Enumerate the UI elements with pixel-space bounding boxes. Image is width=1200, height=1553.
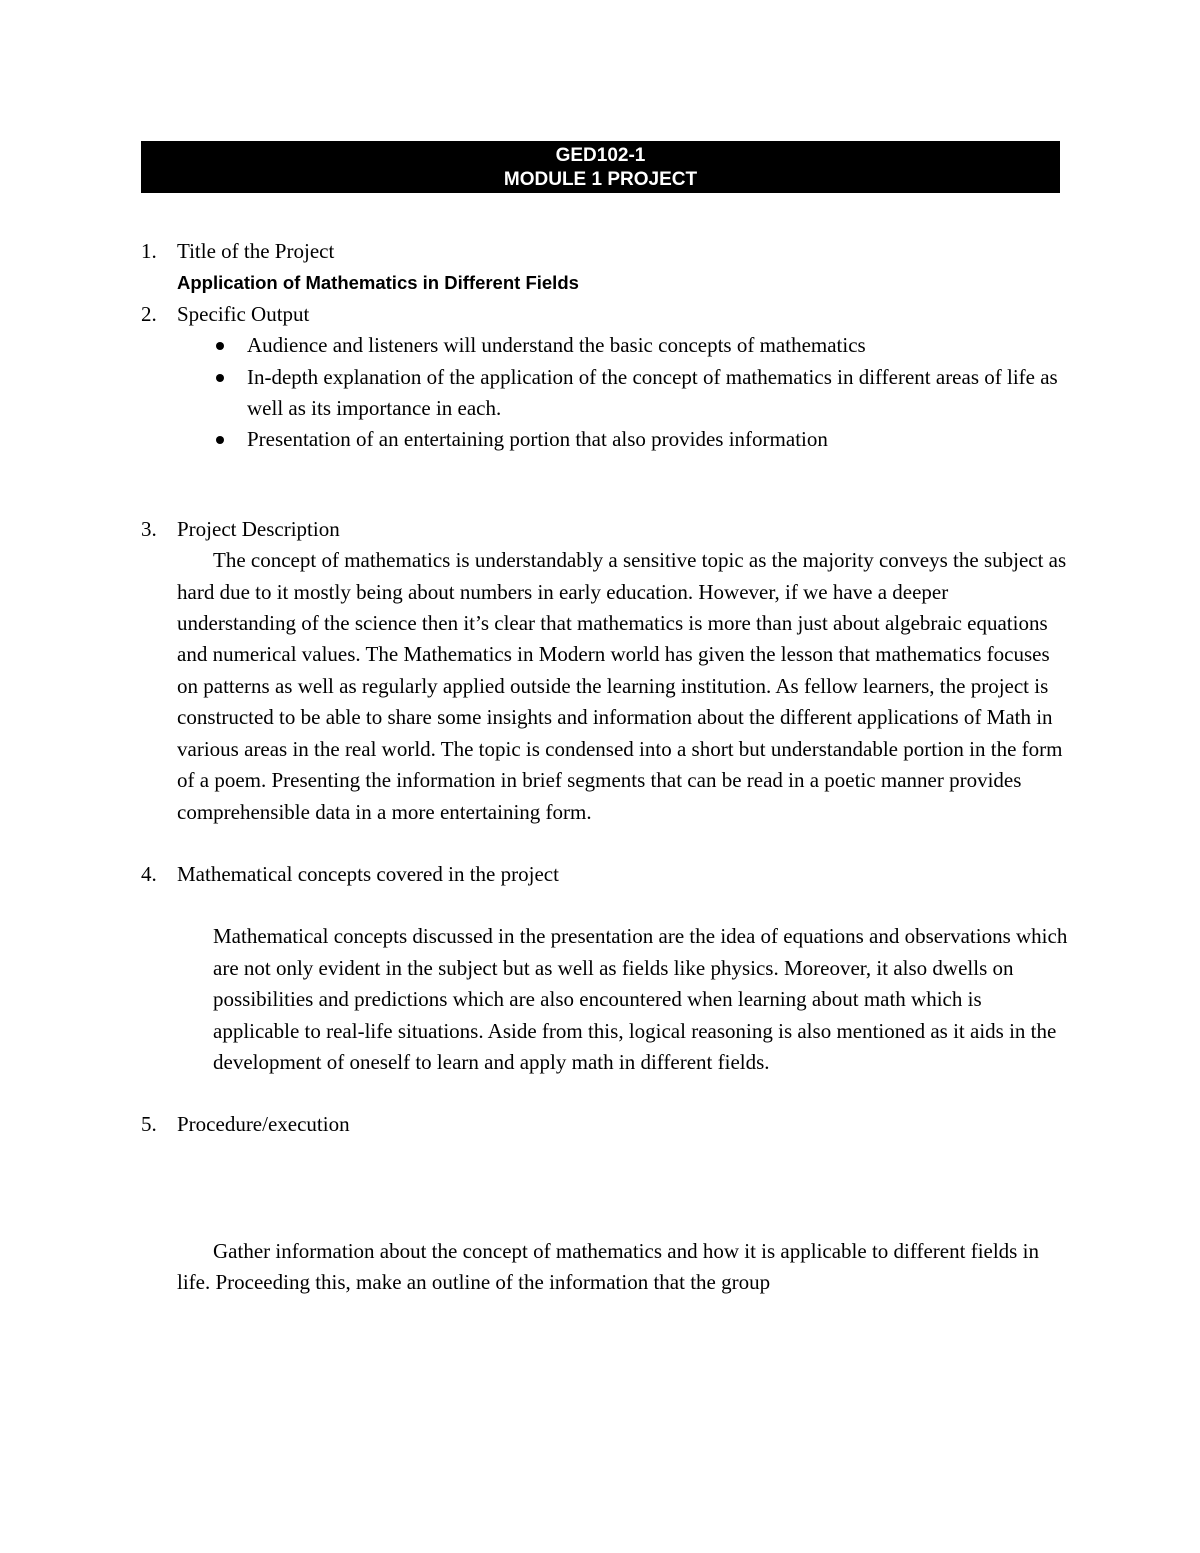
procedure-text: Gather information about the concept of mathematics and how it is applicable to different fields in life. Proceeding this, make an outline of the information that the group: [177, 1238, 1039, 1295]
section-heading: Mathematical concepts covered in the project: [177, 861, 559, 886]
bullet-icon: [216, 436, 224, 444]
header-bar: [141, 141, 1060, 193]
document-title: MODULE 1 PROJECT: [503, 169, 698, 190]
section-number: 3.: [141, 516, 157, 541]
section-heading: Specific Output: [177, 301, 310, 326]
project-description-text: The concept of mathematics is understandably a sensitive topic as the majority conveys the subject as hard due to it mostly being about numbers in early education. However, if we have a deeper understanding of the science then it’s clear that mathematics is more than just about algebraic equations and numerical values. The Mathematics in Modern world has given the lesson that mathematics focuses on patterns as well as regularly applied outside the learning institution. As fellow learners, the project is constructed to be able to share some insights and information about the different applications of Math in various areas in the real world. The topic is condensed into a short but understandable portion in the form of a poem. Presenting the information in brief segments that can be read in a poetic manner provides comprehensible data in a more entertaining form.: [177, 548, 1067, 824]
section-1: [141, 236, 1071, 299]
document-content: [141, 236, 1071, 1299]
section-number: 5.: [141, 1112, 157, 1137]
section-5: [141, 1109, 1071, 1140]
section-heading: Procedure/execution: [177, 1112, 350, 1137]
course-code: GED102-1: [555, 145, 646, 166]
list-item: Presentation of an entertaining portion that also provides information: [247, 424, 1071, 455]
section-2: [141, 299, 1071, 330]
output-bullet-list: [141, 330, 1071, 456]
section-4: [141, 859, 1071, 890]
section-3: [141, 514, 1071, 828]
list-item: Audience and listeners will understand the basic concepts of mathematics: [247, 330, 1071, 361]
bullet-icon: [216, 374, 224, 382]
section-number: 2.: [141, 301, 157, 326]
section-heading: Title of the Project: [177, 239, 335, 263]
math-concepts-text: Mathematical concepts discussed in the presentation are the idea of equations and observations which are not only evident in the subject but as well as fields like physics. Moreover, it also dwells on possibilities and predictions which are also encountered when learning about math which is applicable to real-life situations. Aside from this, logical reasoning is also mentioned as it aids in the development of oneself to learn and apply math in different fields.: [213, 924, 1068, 1074]
section-heading: Project Description: [177, 516, 340, 541]
section-number: 1.: [141, 239, 157, 263]
project-title: Application of Mathematics in Different Fields: [177, 272, 579, 294]
bullet-icon: [216, 342, 224, 350]
section-number: 4.: [141, 861, 157, 886]
list-item: In-depth explanation of the application of the concept of mathematics in different areas of life as well as its importance in each.: [247, 362, 1071, 425]
